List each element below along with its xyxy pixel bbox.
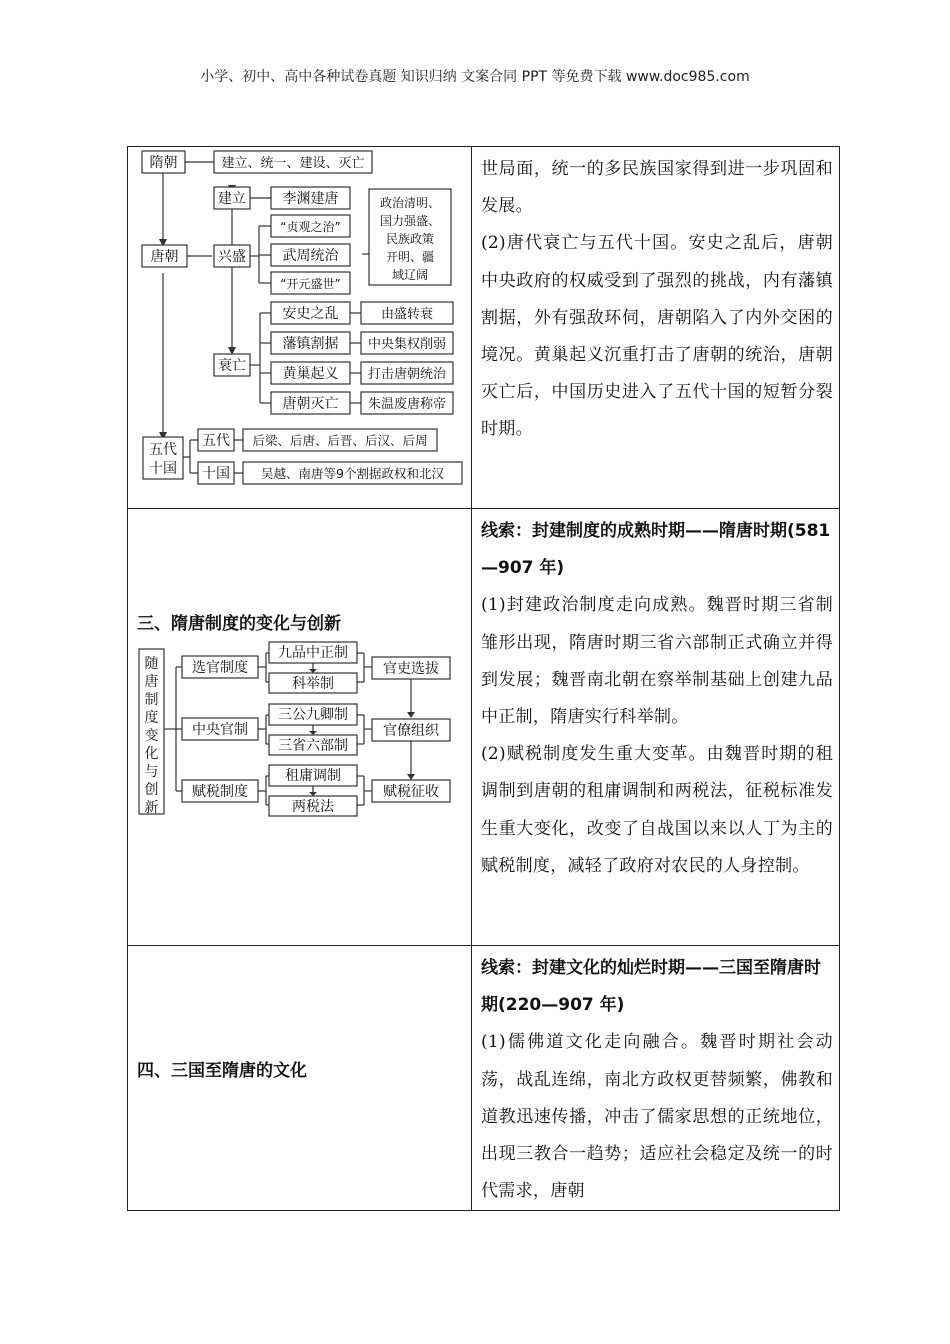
root-char: 制 (144, 692, 159, 708)
system-node: 三省六部制 (278, 738, 348, 754)
result-node: 官僚组织 (383, 723, 439, 739)
paragraph: (2)赋税制度发生重大变革。由魏晋时期的租调制到唐朝的租庸调制和两税法，征税标准发生重大变化，改变了自战国以来以人丁为主的赋税制度，减轻了政府对农民的人身控制。 (481, 744, 833, 876)
jianli-node: 建立 (218, 191, 246, 207)
section-title: 四、三国至隋唐的文化 (137, 1061, 307, 1081)
prosper-note-line: 政治清明、 (379, 196, 441, 210)
branch-node: 中央官制 (192, 722, 248, 738)
table-row (128, 946, 840, 1211)
decline-result: 打击唐朝统治 (367, 367, 447, 382)
xingsheng-node: 兴盛 (218, 249, 246, 265)
wudai-shiguo-node: 十国 (149, 461, 177, 477)
root-char: 创 (144, 782, 159, 798)
decline-item: 黄巢起义 (282, 366, 339, 382)
sui-desc: 建立、统一、建设、灭亡 (221, 156, 365, 171)
shiguo-desc: 吴越、南唐等9个割据政权和北汉 (261, 466, 444, 481)
paragraph: 世局面，统一的多民族国家得到进一步巩固和发展。 (481, 159, 833, 217)
tang-text-cell (472, 147, 840, 509)
culture-text-cell (472, 946, 840, 1211)
table-row (128, 509, 840, 946)
wudai-node: 五代 (202, 433, 230, 449)
prosper-note-line: 域辽阔 (391, 268, 429, 282)
paragraph: (2)唐代衰亡与五代十国。安史之乱后，唐朝中央政府的权威受到了强烈的挑战，内有藩镇割据，外有强敌环伺，唐朝陷入了内外交困的境况。黄巢起义沉重打击了唐朝的统治，唐朝灭亡后，中国历史进入了五代十国的短暂分裂时期。 (481, 233, 833, 440)
culture-cell (128, 946, 472, 1211)
system-node: 九品中正制 (278, 645, 348, 661)
decline-result: 由盛转衰 (380, 307, 434, 322)
shuaiwang-node: 衰亡 (218, 358, 246, 374)
clue-line: 线索：封建文化的灿烂时期——三国至隋唐时期(220—907 年) (481, 958, 821, 1016)
prosper-note-line: 国力强盛、 (379, 214, 441, 228)
branch-node: 选官制度 (192, 660, 248, 676)
prosper-note-line: 民族政策 (385, 232, 435, 246)
section-title: 三、隋唐制度的变化与创新 (137, 614, 341, 634)
root-char: 变 (144, 728, 159, 744)
root-char: 度 (144, 710, 159, 726)
system-node: 三公九卿制 (278, 707, 348, 723)
wuzhou-node: 武周统治 (282, 248, 339, 264)
kaiyuan-node: “开元盛世” (280, 277, 341, 291)
system-cell (128, 509, 472, 946)
system-node: 科举制 (292, 676, 334, 692)
root-char: 随 (144, 656, 159, 672)
wudai-shiguo-node: 五代 (149, 442, 177, 458)
prosper-note-line: 开明、疆 (385, 250, 435, 264)
tang-diagram-cell (128, 147, 472, 509)
system-node: 租庸调制 (285, 768, 341, 784)
wudai-desc: 后梁、后唐、后晋、后汉、后周 (252, 433, 428, 448)
root-char: 新 (144, 800, 159, 816)
summary-table (127, 146, 840, 1211)
root-char: 与 (144, 764, 159, 780)
lyjt-node: 李渊建唐 (282, 191, 339, 207)
branch-node: 赋税制度 (192, 784, 248, 800)
result-node: 赋税征收 (383, 784, 439, 800)
system-node: 两税法 (292, 799, 334, 815)
root-char: 化 (144, 746, 159, 762)
paragraph: (1)儒佛道文化走向融合。魏晋时期社会动荡，战乱连绵，南北方政权更替频繁，佛教和道教迅速传播，冲击了儒家思想的正统地位，出现三教合一趋势；适应社会稳定及统一的时代需求，唐朝 (481, 1032, 833, 1202)
decline-result: 朱温废唐称帝 (367, 397, 447, 412)
decline-item: 安史之乱 (282, 306, 339, 322)
decline-result: 中央集权削弱 (367, 337, 447, 352)
tang-node: 唐朝 (150, 249, 179, 265)
system-change-diagram (128, 509, 471, 946)
shiguo-node: 十国 (202, 466, 230, 482)
decline-item: 唐朝灭亡 (282, 396, 339, 412)
result-node: 官吏选拔 (383, 661, 439, 677)
root-char: 唐 (144, 674, 159, 690)
zhenguan-node: “贞观之治” (280, 220, 341, 234)
tang-dynasty-diagram (128, 147, 471, 509)
sui-node: 隋朝 (149, 155, 178, 171)
table-row (128, 147, 840, 509)
system-text-cell (472, 509, 840, 946)
clue-line: 线索：封建制度的成熟时期——隋唐时期(581—907 年) (481, 521, 831, 579)
decline-item: 藩镇割据 (282, 336, 339, 352)
paragraph: (1)封建政治制度走向成熟。魏晋时期三省制雏形出现，隋唐时期三省六部制正式确立并得到发展；魏晋南北朝在察举制基础上创建九品中正制，隋唐实行科举制。 (481, 595, 833, 728)
page-header: 小学、初中、高中各种试卷真题 知识归纳 文案合同 PPT 等免费下载 www.doc985.com (200, 69, 750, 85)
